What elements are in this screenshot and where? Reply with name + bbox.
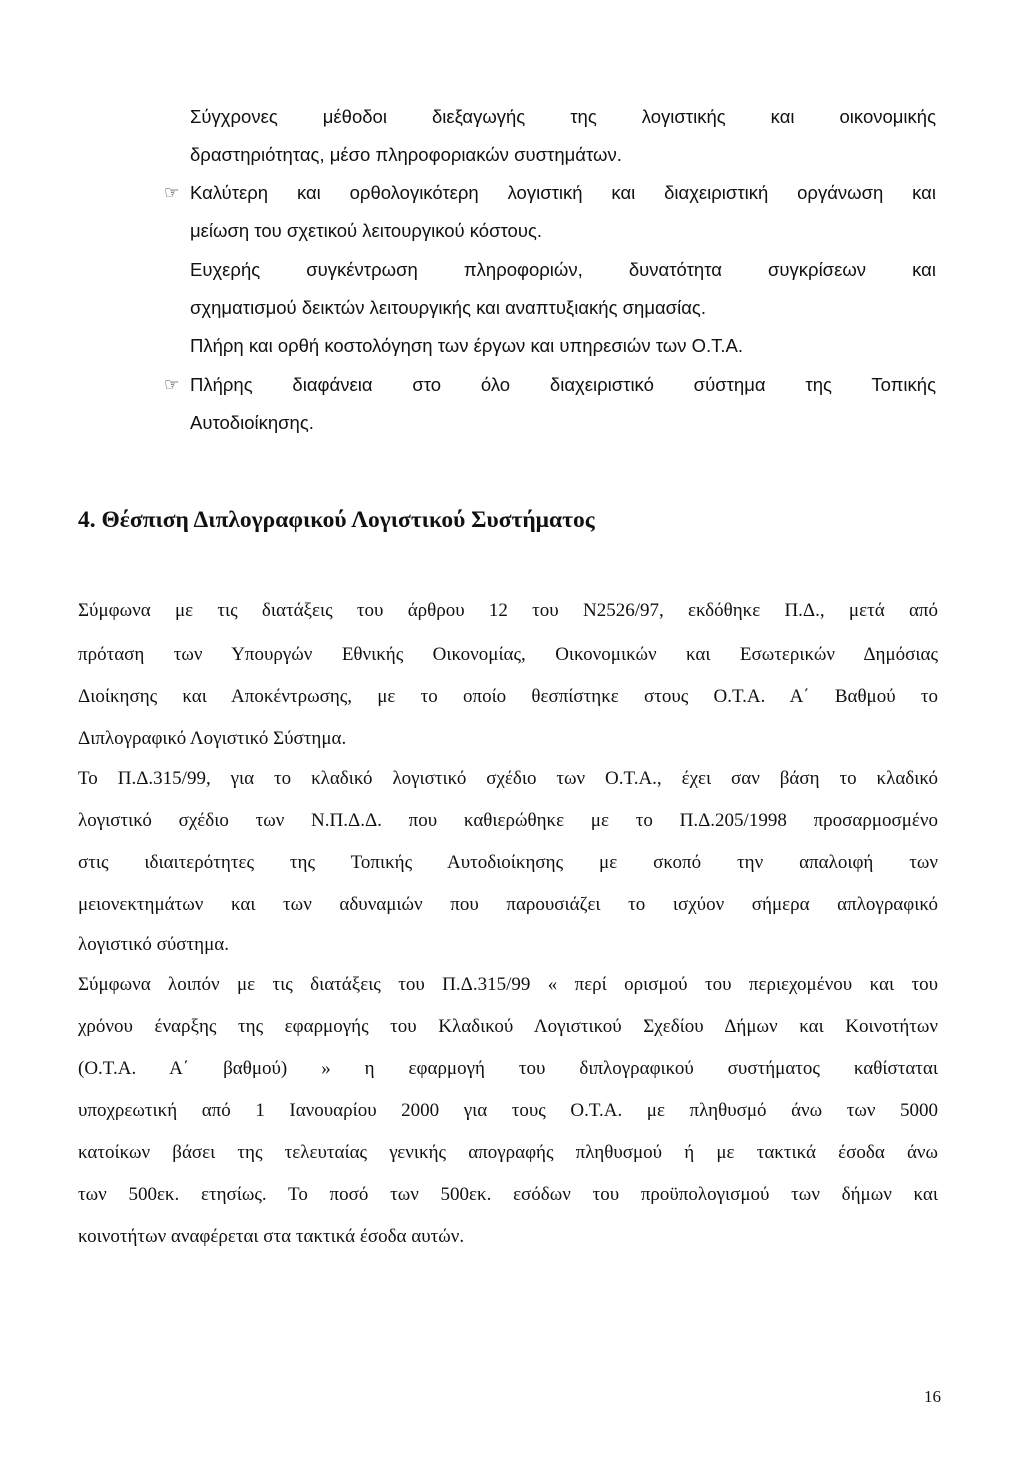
text-line: Σύμφωνα λοιπόν με τις διατάξεις του Π.Δ.315/99 « περί ορισμού του περιεχομένου και του — [78, 974, 938, 995]
text-line: Σύμφωνα με τις διατάξεις του άρθρου 12 του Ν2526/97, εκδόθηκε Π.Δ., μετά από — [78, 600, 938, 621]
text-line: υποχρεωτική από 1 Ιανουαρίου 2000 για τους Ο.Τ.Α. με πληθυσμό άνω των 5000 — [78, 1100, 938, 1121]
text-line: των 500εκ. ετησίως. Το ποσό των 500εκ. εσόδων του προϋπολογισμού των δήμων και — [78, 1184, 938, 1205]
text-line: Διπλογραφικό Λογιστικό Σύστημα. — [78, 728, 347, 749]
text-line: Διοίκησης και Αποκέντρωσης, με το οποίο θεσπίστηκε στους Ο.Τ.Α. Α΄ Βαθμού το — [78, 686, 938, 707]
text-line: στις ιδιαιτερότητες της Τοπικής Αυτοδιοίκησης με σκοπό την απαλοιφή των — [78, 852, 938, 873]
list-line: Ευχερής συγκέντρωση πληροφοριών, δυνατότητα συγκρίσεων και — [190, 259, 936, 280]
text-line: Το Π.Δ.315/99, για το κλαδικό λογιστικό σχέδιο των Ο.Τ.Α., έχει σαν βάση το κλαδικό — [78, 768, 938, 789]
list-line: Σύγχρονες μέθοδοι διεξαγωγής της λογιστικής και οικονομικής — [190, 106, 936, 127]
text-line: κατοίκων βάσει της τελευταίας γενικής απογραφής πληθυσμού ή με τακτικά έσοδα άνω — [78, 1142, 938, 1163]
section-heading: 4. Θέσπιση Διπλογραφικού Λογιστικού Συστήματος — [78, 507, 595, 533]
pointing-hand-icon: ☞ — [164, 375, 180, 394]
list-line: δραστηριότητας, μέσο πληροφοριακών συστημάτων. — [190, 144, 622, 165]
text-line: λογιστικό σχέδιο των Ν.Π.Δ.Δ. που καθιερώθηκε με το Π.Δ.205/1998 προσαρμοσμένο — [78, 810, 938, 831]
page-number: 16 — [924, 1387, 941, 1406]
text-line: χρόνου έναρξης της εφαρμογής του Κλαδικού Λογιστικού Σχεδίου Δήμων και Κοινοτήτων — [78, 1016, 938, 1037]
pointing-hand-icon: ☞ — [164, 183, 180, 202]
list-line: σχηματισμού δεικτών λειτουργικής και αναπτυξιακής σημασίας. — [190, 297, 706, 318]
text-line: πρόταση των Υπουργών Εθνικής Οικονομίας, Οικονομικών και Εσωτερικών Δημόσιας — [78, 644, 938, 665]
list-line: Πλήρη και ορθή κοστολόγηση των έργων και υπηρεσιών των Ο.Τ.Α. — [190, 335, 744, 356]
list-line — [164, 174, 936, 212]
text-line: (Ο.Τ.Α. Α΄ βαθμού) » η εφαρμογή του διπλογραφικού συστήματος καθίσταται — [78, 1058, 938, 1079]
text-line: λογιστικό σύστημα. — [78, 934, 229, 955]
list-line: Αυτοδιοίκησης. — [190, 412, 314, 433]
list-line-text: Πλήρης διαφάνεια στο όλο διαχειριστικό σύστημα της Τοπικής — [190, 374, 936, 395]
list-line-text: Καλύτερη και ορθολογικότερη λογιστική και διαχειριστική οργάνωση και — [190, 182, 936, 203]
list-line: μείωση του σχετικού λειτουργικού κόστους. — [190, 220, 543, 241]
text-line: μειονεκτημάτων και των αδυναμιών που παρουσιάζει το ισχύον σήμερα απλογραφικό — [78, 894, 938, 915]
text-line: κοινοτήτων αναφέρεται στα τακτικά έσοδα αυτών. — [78, 1226, 465, 1247]
list-line — [164, 366, 936, 404]
